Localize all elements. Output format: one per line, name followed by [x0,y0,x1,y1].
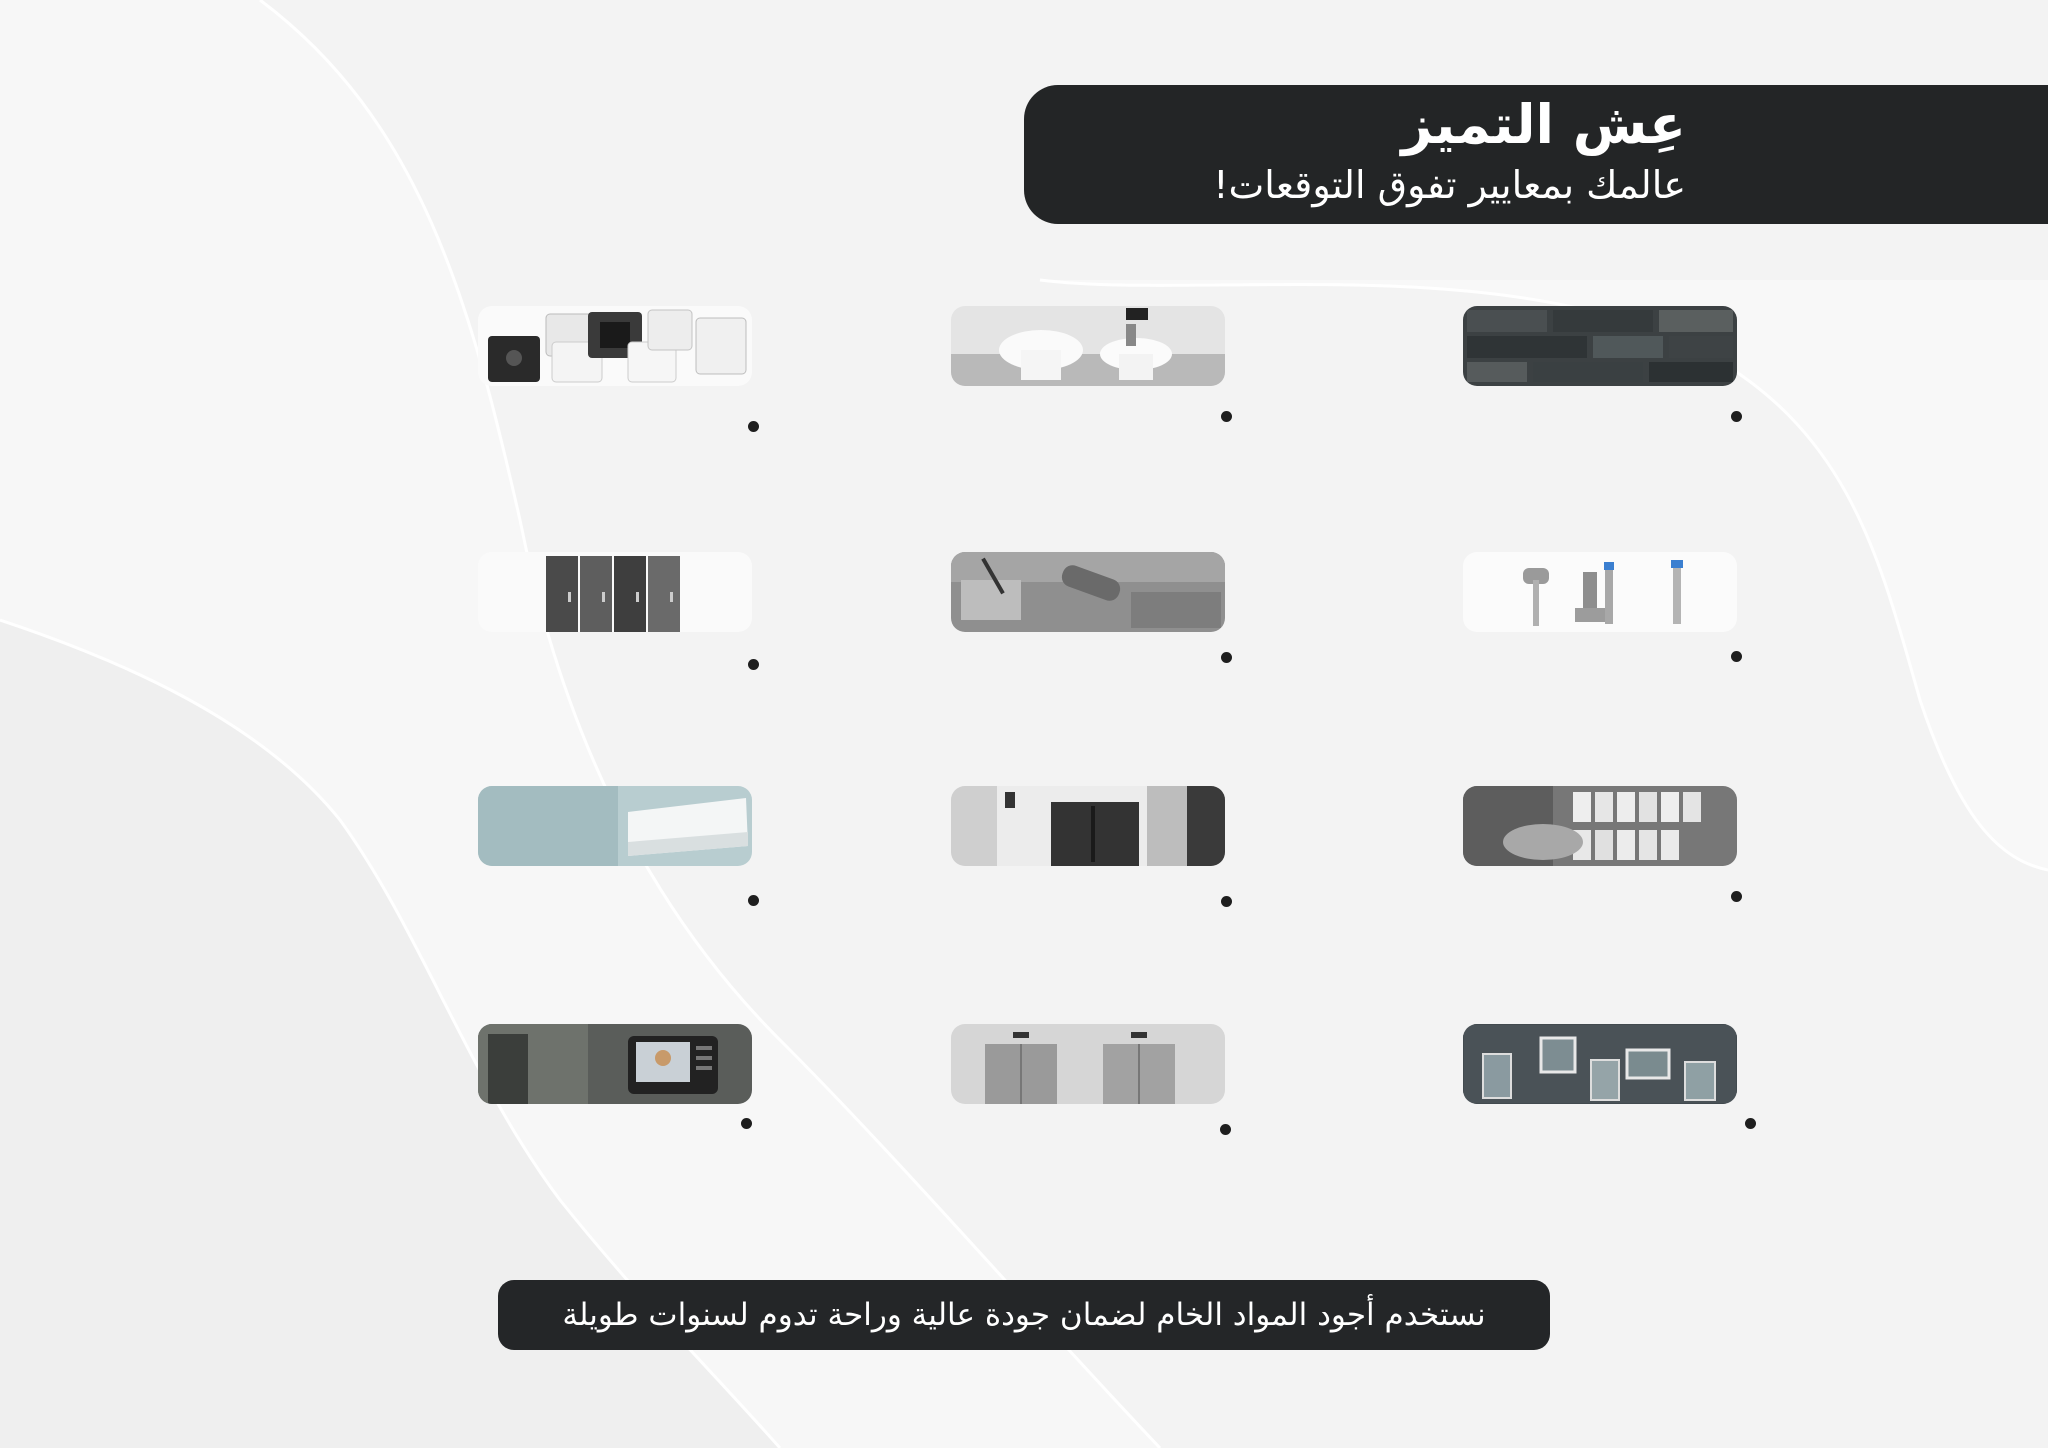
wall-sockets-photo [478,306,752,386]
bullet-icon [1731,411,1742,422]
bidet-shower-photo [1463,552,1737,632]
air-conditioner-photo [478,786,752,866]
bullet-icon [1221,652,1232,663]
bullet-icon [1220,1124,1231,1135]
footer-text: نستخدم أجود المواد الخام لضمان جودة عالية وراحة تدوم لسنوات طويلة [562,1297,1486,1333]
bullet-icon [1745,1118,1756,1129]
bullet-icon [748,421,759,432]
bullet-icon [1731,891,1742,902]
page-subtitle: عالمك بمعايير تفوق التوقعات! [1213,163,1686,207]
footer-banner [498,1280,1550,1350]
bullet-icon [748,659,759,670]
elevators-photo [951,1024,1225,1104]
bullet-icon [748,895,759,906]
exterior-door-photo [951,786,1225,866]
bullet-icon [1731,651,1742,662]
bullet-icon [1221,896,1232,907]
header-banner [1024,85,2048,224]
page-title: عِش التميز [1401,93,1686,156]
bullet-icon [1221,411,1232,422]
facade-windows-photo [1463,1024,1737,1104]
toilet-bidet-photo [951,306,1225,386]
roof-insulation-photo [951,552,1225,632]
stone-wall-photo [1463,306,1737,386]
interior-doors-photo [478,552,752,632]
bullet-icon [741,1118,752,1129]
intercom-photo [478,1024,752,1104]
electrical-panel-photo [1463,786,1737,866]
